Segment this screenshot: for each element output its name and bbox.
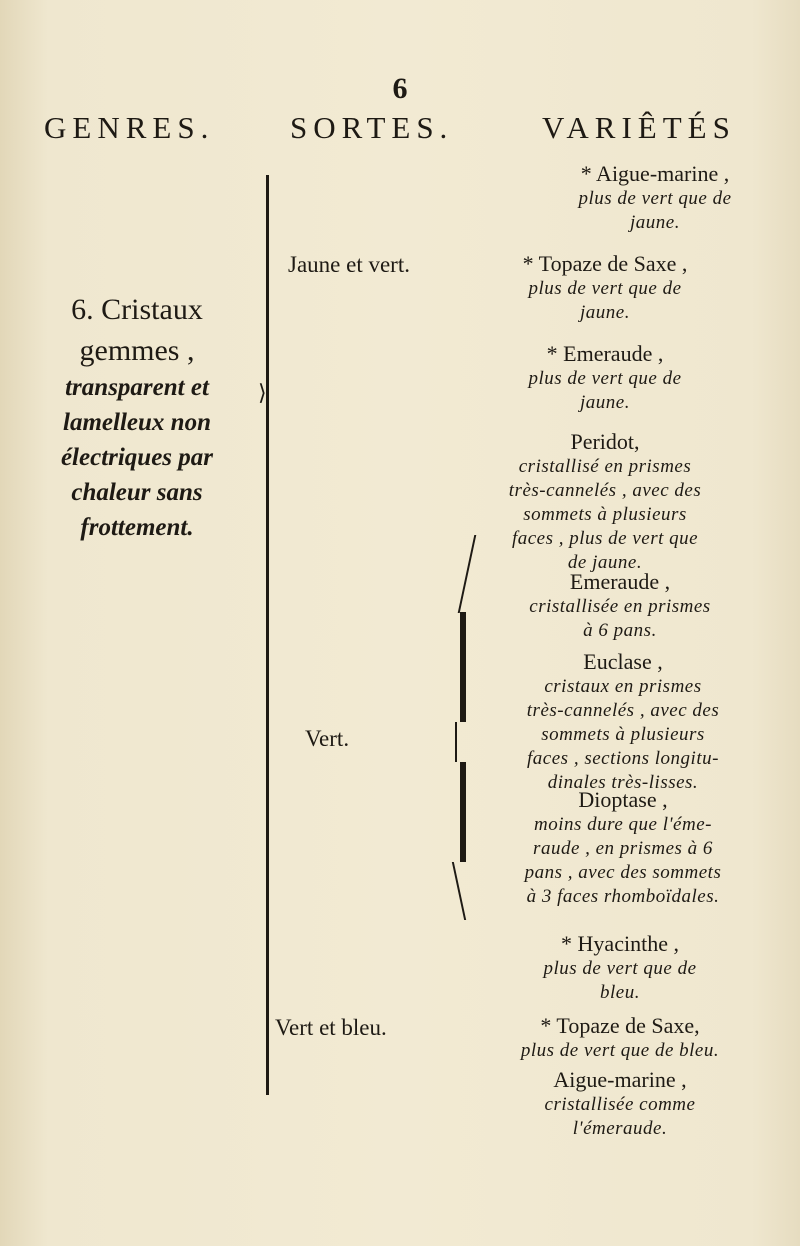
variety-desc: pans , avec des sommets <box>524 862 722 883</box>
header-sortes: SORTES. <box>290 110 454 145</box>
sorte-label: Vert. <box>305 726 350 751</box>
variety-name: * Emeraude , <box>546 341 664 366</box>
sorte-label: Jaune et vert. <box>288 252 410 277</box>
variety-desc: jaune. <box>580 392 630 413</box>
variety-desc: plus de vert que de bleu. <box>520 1040 720 1061</box>
variety-desc: jaune. <box>630 212 680 233</box>
genre-line: transparent et <box>65 374 209 401</box>
variety-entry <box>470 930 770 1005</box>
variety-desc: raude , en prismes à 6 <box>533 838 713 859</box>
variety-desc: à 6 pans. <box>583 620 657 641</box>
genre-description <box>12 288 262 545</box>
variety-desc: bleu. <box>600 982 640 1003</box>
variety-desc: plus de vert que de <box>543 958 697 979</box>
variety-desc: plus de vert que de <box>528 278 682 299</box>
variety-entry <box>440 428 770 575</box>
variety-entry <box>470 1066 770 1141</box>
genre-line: 6. Cristaux <box>71 293 203 326</box>
variety-desc: sommets à plusieurs <box>523 504 687 525</box>
variety-entry <box>455 250 755 325</box>
variety-desc: plus de vert que de <box>578 188 732 209</box>
genre-line: chaleur sans <box>71 479 203 506</box>
variety-desc: très-cannelés , avec des <box>508 480 702 501</box>
page-number: 6 <box>392 72 408 105</box>
variety-name: * Topaze de Saxe, <box>540 1013 700 1038</box>
genre-line: électriques par <box>60 444 214 471</box>
variety-desc: sommets à plusieurs <box>541 724 705 745</box>
variety-name: Peridot, <box>570 429 640 454</box>
vert-brace-bottom <box>452 862 466 920</box>
variety-desc: de jaune. <box>567 552 643 573</box>
variety-entry <box>468 786 778 909</box>
genre-brace <box>266 175 269 1095</box>
variety-desc: cristaux en prismes <box>544 676 702 697</box>
header-varietes: VARIÊTÉS <box>542 110 736 145</box>
variety-name: * Aigue-marine , <box>580 161 730 186</box>
sorte-label: Vert et bleu. <box>275 1015 387 1040</box>
variety-desc: cristallisé en prismes <box>518 456 692 477</box>
variety-desc: jaune. <box>580 302 630 323</box>
genre-line: lamelleux non <box>63 409 211 436</box>
variety-name: * Topaze de Saxe , <box>522 251 688 276</box>
variety-entry <box>468 648 778 795</box>
variety-desc: très-cannelés , avec des <box>526 700 720 721</box>
variety-desc: faces , plus de vert que <box>511 528 699 549</box>
variety-desc: faces , sections longitu- <box>527 748 719 769</box>
variety-entry <box>460 1012 780 1063</box>
variety-name: Aigue-marine , <box>553 1067 687 1092</box>
variety-name: Dioptase , <box>578 787 668 812</box>
genre-line: gemmes , <box>79 334 195 367</box>
variety-desc: cristallisée comme <box>544 1094 696 1115</box>
variety-desc: à 3 faces rhomboïdales. <box>526 886 720 907</box>
variety-entry <box>505 160 800 235</box>
brace-tip: ⟩ <box>258 380 267 405</box>
vert-brace-middle <box>455 722 457 762</box>
variety-entry <box>470 568 770 643</box>
variety-desc: plus de vert que de <box>528 368 682 389</box>
vert-brace-lower <box>460 762 466 862</box>
variety-name: Emeraude , <box>569 569 671 594</box>
variety-desc: moins dure que l'éme- <box>534 814 712 835</box>
variety-name: * Hyacinthe , <box>561 931 679 956</box>
genre-line: frottement. <box>80 514 194 541</box>
vert-brace-upper <box>460 612 466 722</box>
variety-desc: cristallisée en prismes <box>529 596 711 617</box>
variety-entry <box>455 340 755 415</box>
variety-desc: l'émeraude. <box>572 1118 668 1139</box>
header-genres: GENRES. <box>44 110 215 145</box>
variety-name: Euclase , <box>583 649 663 674</box>
variety-desc: dinales très-lisses. <box>547 772 699 793</box>
